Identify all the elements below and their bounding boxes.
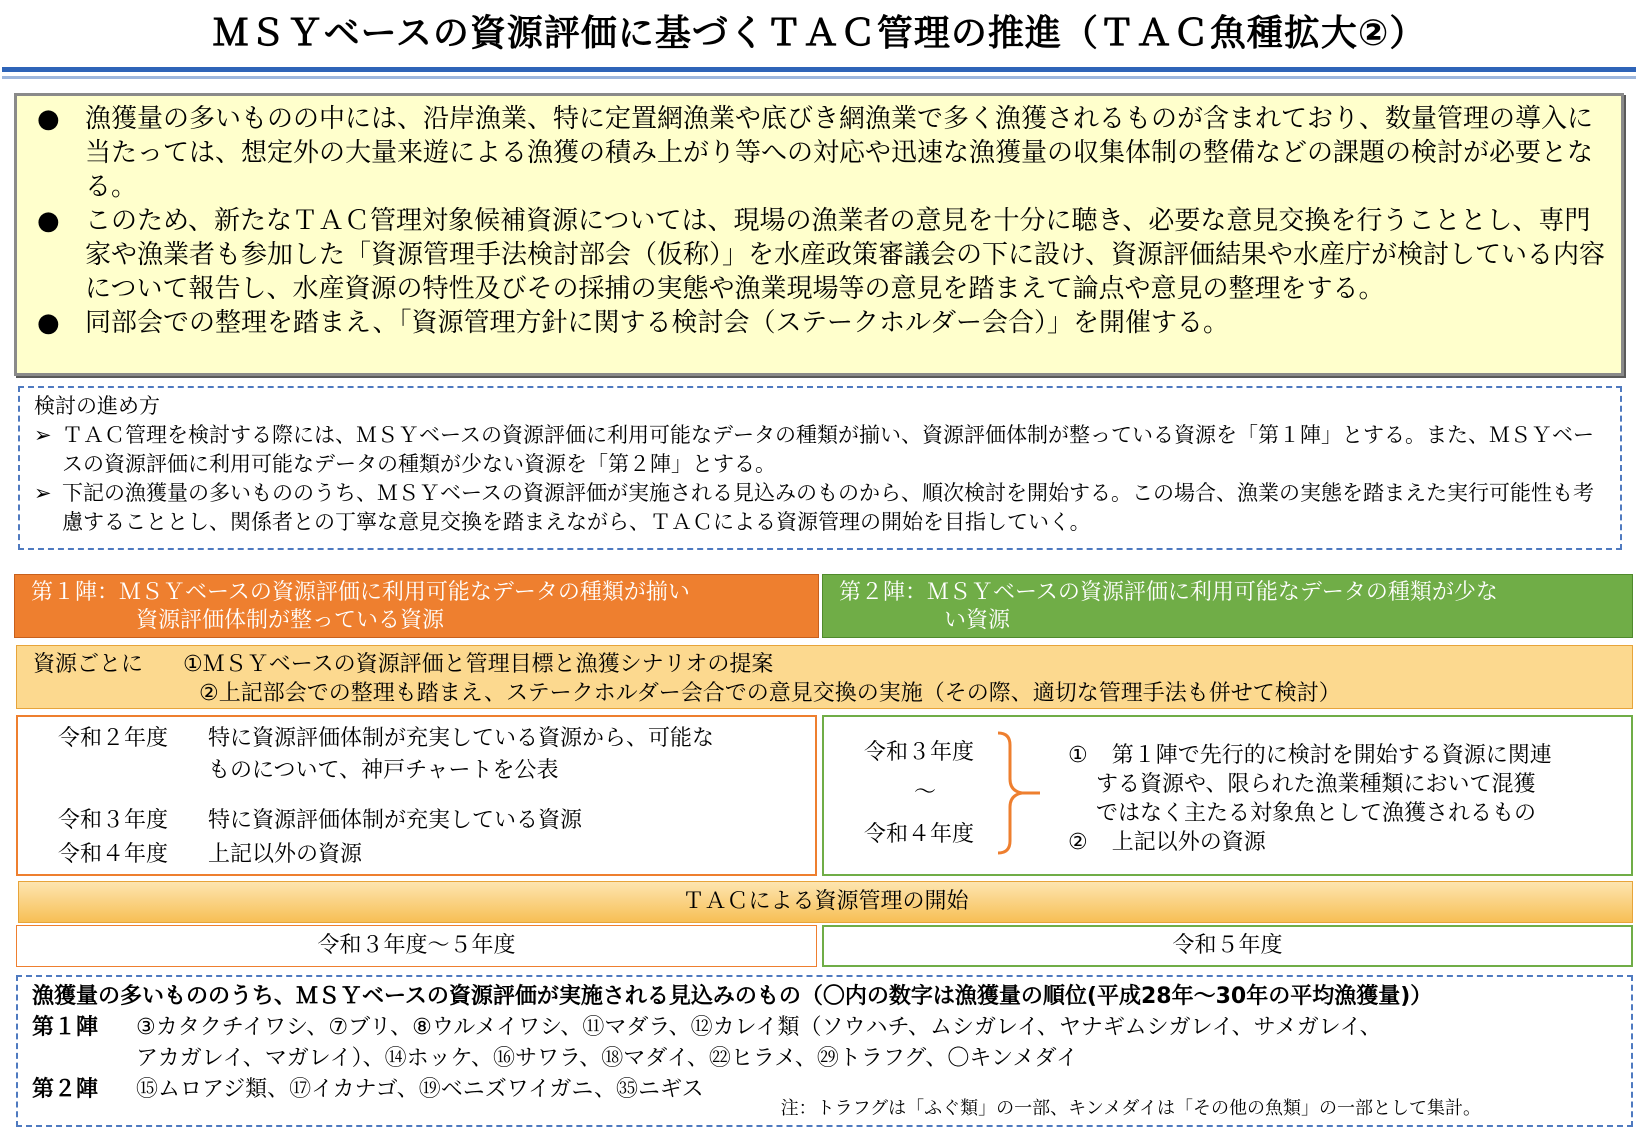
item-text-cont: する資源や、限られた漁業種類において混獲 (1096, 772, 1536, 797)
schedule-year: 令和４年度 (58, 842, 169, 867)
title-rule (2, 67, 1636, 72)
schedule-text: 特に資源評価体制が充実している資源 (208, 808, 583, 833)
species-group1-list-cont: アカガレイ、マガレイ）、⑭ホッケ、⑯サワラ、⑱マダイ、㉒ヒラメ、㉙トラフグ、〇キンメダイ (136, 1046, 1079, 1071)
process-step2: ②上記部会での整理も踏まえ、ステークホルダー会合での意見交換の実施（その際、適切な管理手法も併せて検討） (199, 681, 1341, 706)
intro-bullet-1 (37, 102, 1607, 204)
intro-text-1: 漁獲量の多いものの中には、沿岸漁業、特に定置網漁業や底びき網漁業で多く漁獲されるものが含まれており、数量管理の導入に当たっては、想定外の大量来遊による漁獲の積み上がり等への対応や迅速な漁獲量の収集体制の整備などの課題の検討が必要となる。 (85, 104, 1594, 202)
species-group2-list: ⑮ムロアジ類、⑰イカナゴ、⑲ベニズワイガニ、㉟ニギス (136, 1077, 704, 1102)
schedule-from: 令和３年度 (864, 740, 975, 765)
group1-header-line2: 資源評価体制が整っている資源 (136, 608, 445, 633)
bullet-icon: ● (37, 104, 60, 134)
method-text-2: 下記の漁獲量の多いもののうち、ＭＳＹベースの資源評価が実施される見込みのものから、順次検討を開始する。この場合、漁業の実態を踏まえた実行可能性も考慮することとし、関係者との丁寧な意見交換を踏まえながら、ＴＡＣによる資源管理の開始を目指していく。 (62, 481, 1594, 534)
intro-text-3: 同部会での整理を踏まえ、「資源管理方針に関する検討会（ステークホルダー会合）」を開催する。 (85, 308, 1230, 338)
group1-schedule (16, 715, 817, 876)
intro-text-2: このため、新たなＴＡＣ管理対象候補資源については、現場の漁業者の意見を十分に聴き、必要な意見交換を行うこととし、専門家や漁業者も参加した「資源管理手法検討部会（仮称）」を水産政策審議会の下に設け、資源評価結果や水産庁が検討している内容について報告し、水産資源の特性及びその採捕の実態や漁業現場等の意見を踏まえて論点や意見の整理をする。 (85, 206, 1605, 304)
tac-start-bar: ＴＡＣによる資源管理の開始 (18, 881, 1633, 923)
page-title: ＭＳＹベースの資源評価に基づくＴＡＣ管理の推進（ＴＡＣ魚種拡大②） (212, 13, 1427, 54)
brace-icon (994, 729, 1044, 857)
schedule-year: 令和３年度 (58, 808, 169, 833)
group2-schedule (822, 715, 1633, 876)
process-box (16, 645, 1633, 709)
species-box (16, 975, 1633, 1127)
item-number: ② (1068, 830, 1088, 855)
schedule-to: 令和４年度 (864, 822, 975, 847)
species-note: 注：トラフグは「ふぐ類」の一部、キンメダイは「その他の魚類」の一部として集計。 (780, 1098, 1481, 1119)
schedule-text: 特に資源評価体制が充実している資源から、可能な (208, 726, 715, 751)
species-group2-label: 第２陣 (32, 1077, 99, 1102)
schedule-year: 令和２年度 (58, 726, 169, 751)
method-heading: 検討の進め方 (34, 394, 160, 418)
species-group1-list: ③カタクチイワシ、⑦ブリ、⑧ウルメイワシ、⑪マダラ、⑫カレイ類（ソウハチ、ムシガレイ、ヤナギムシガレイ、サメガレイ、 (136, 1015, 1382, 1040)
species-heading: 漁獲量の多いもののうち、ＭＳＹベースの資源評価が実施される見込みのもの（〇内の数字は漁獲量の順位(平成28年～30年の平均漁獲量)） (32, 984, 1433, 1009)
species-group1-label: 第１陣 (32, 1015, 99, 1040)
schedule-text-cont: ものについて、神戸チャートを公表 (208, 758, 559, 783)
intro-bullet-2 (37, 204, 1607, 306)
item-text-cont: ではなく主たる対象魚として漁獲されるもの (1096, 801, 1537, 826)
method-item-2 (34, 479, 1606, 537)
schedule-text: 上記以外の資源 (208, 842, 363, 867)
group2-items (1068, 741, 1552, 857)
schedule-row (58, 839, 362, 871)
arrow-icon: ➢ (34, 481, 52, 505)
schedule-row (58, 723, 714, 787)
group1-header-line1: 第１陣：ＭＳＹベースの資源評価に利用可能なデータの種類が揃い (31, 580, 690, 605)
bullet-icon: ● (37, 308, 60, 338)
method-box (18, 386, 1622, 550)
group1-period: 令和３年度～５年度 (16, 925, 817, 967)
schedule-row (58, 805, 582, 837)
arrow-icon: ➢ (34, 423, 52, 447)
bullet-icon: ● (37, 206, 60, 236)
method-text-1: ＴＡＣ管理を検討する際には、ＭＳＹベースの資源評価に利用可能なデータの種類が揃い、資源評価体制が整っている資源を「第１陣」とする。また、ＭＳＹベースの資源評価に利用可能なデータの種類が少ない資源を「第２陣」とする。 (62, 423, 1594, 476)
group2-header-line1: 第２陣：ＭＳＹベースの資源評価に利用可能なデータの種類が少な (839, 580, 1498, 605)
process-lead: 資源ごとに (33, 652, 144, 677)
group2-period: 令和５年度 (822, 925, 1633, 967)
method-item-1 (34, 421, 1606, 479)
item-text: 上記以外の資源 (1111, 830, 1266, 855)
item-number: ① (1068, 743, 1088, 768)
title-rule-light (2, 76, 1636, 79)
group1-header (14, 574, 819, 638)
item-text: 第１陣で先行的に検討を開始する資源に関連 (1111, 743, 1552, 768)
intro-bullet-3 (37, 306, 1607, 340)
group2-header (822, 574, 1633, 638)
process-step1: ①ＭＳＹベースの資源評価と管理目標と漁獲シナリオの提案 (183, 652, 774, 677)
group2-header-line2: い資源 (944, 608, 1011, 633)
schedule-tilde: ～ (914, 780, 937, 805)
intro-box (14, 93, 1624, 376)
